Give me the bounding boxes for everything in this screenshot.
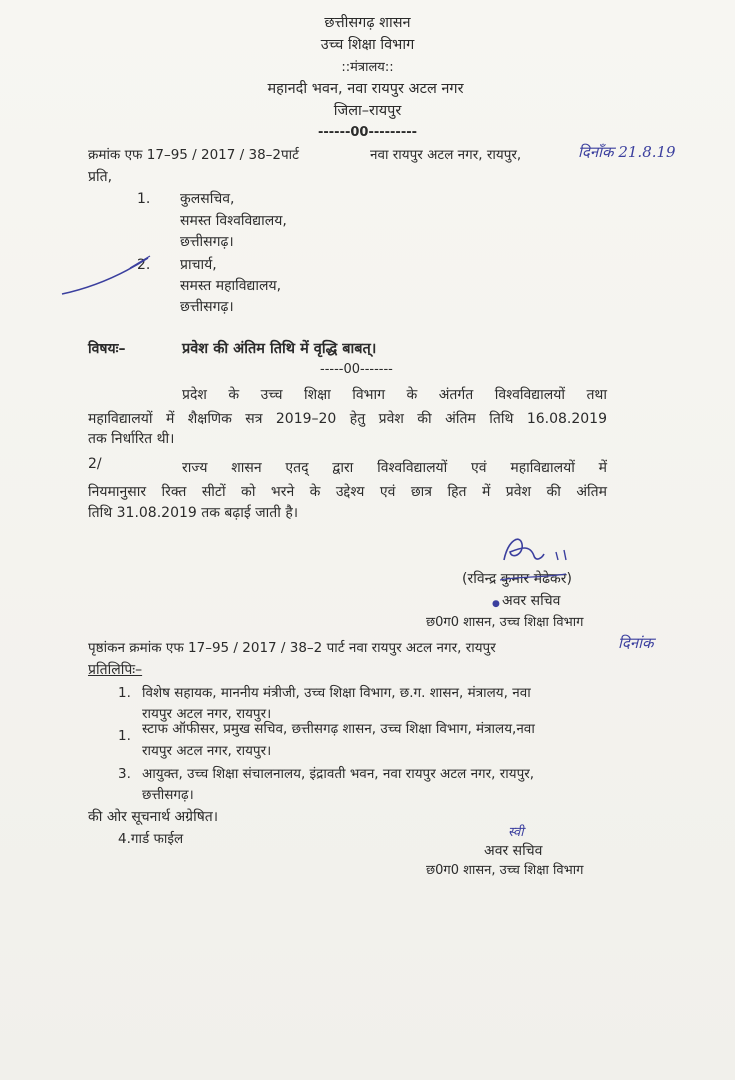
signature-dot-icon: ● (492, 599, 500, 609)
copy-3-number: 3. (118, 766, 131, 782)
para2-line-1: राज्य शासन एतद् द्वारा विश्वविद्यालयों एवं महाविद्यालयों में (182, 460, 607, 476)
signatory2-designation: अवर सचिव (484, 843, 543, 859)
recipient-1-line-3: छत्तीसगढ़। (180, 234, 234, 250)
copy-1-line-2: रायपुर अटल नगर, रायपुर। (142, 706, 272, 722)
recipient-1-line-2: समस्त विश्वविद्यालय, (180, 213, 287, 229)
para1-line-1: प्रदेश के उच्च शिक्षा विभाग के अंतर्गत विश्वविद्यालयों तथा (182, 387, 607, 403)
handwritten-date: दिनाँक 21.8.19 (578, 143, 676, 161)
recipient-2-line-1: प्राचार्य, (180, 257, 217, 273)
signatory-name: (रविन्द्र कुमार मेढेकर) (462, 571, 572, 587)
para2-line-3: तिथि 31.08.2019 तक बढ़ाई जाती है। (88, 505, 299, 521)
endorsement-number: पृष्ठांकन क्रमांक एफ 17–95 / 2017 / 38–2 पार्ट नवा रायपुर अटल नगर, रायपुर (88, 640, 496, 656)
to-label: प्रति, (88, 169, 113, 185)
header-district: जिला–रायपुर (333, 103, 402, 119)
name-correction-stroke (500, 572, 570, 584)
subject-label: विषयः– (88, 341, 126, 357)
para2-line-1-wrap (182, 455, 607, 482)
signatory2-office: छ0ग0 शासन, उच्च शिक्षा विभाग (426, 863, 584, 878)
recipient-2-line-3: छत्तीसगढ़। (180, 299, 234, 315)
para2-number: 2/ (88, 456, 102, 472)
recipient-2-number: 2. (137, 257, 151, 273)
para1-line-3: तक निर्धारित थी। (88, 431, 175, 447)
endorsement-handwritten-date: दिनांक (618, 634, 654, 652)
subject-text: प्रवेश की अंतिम तिथि में वृद्धि बाबत्। (182, 341, 377, 357)
copy-1-line-1: विशेष सहायक, माननीय मंत्रीजी, उच्च शिक्षा विभाग, छ.ग. शासन, मंत्रालय, नवा (142, 685, 531, 701)
copy-2-number: 1. (118, 728, 131, 744)
copy-label: प्रतिलिपिः– (88, 662, 143, 678)
copy-3-line-2: छत्तीसगढ़। (142, 787, 194, 803)
header-divider: ------00--------- (317, 125, 418, 140)
para1-line-1-wrap (182, 382, 607, 409)
copy-1-number: 1. (118, 685, 131, 701)
signatory-office: छ0ग0 शासन, उच्च शिक्षा विभाग (426, 615, 584, 630)
recipient-1-number: 1. (137, 191, 151, 207)
copy-2-line-1: स्टाफ ऑफीसर, प्रमुख सचिव, छत्तीसगढ़ शासन, उच्च शिक्षा विभाग, मंत्रालय,नवा (142, 721, 535, 737)
pen-tick-mark (60, 248, 180, 308)
header-government: छत्तीसगढ़ शासन (324, 15, 411, 31)
initials-handwritten: स्वी (508, 825, 524, 840)
header-building: महानदी भवन, नवा रायपुर अटल नगर (267, 81, 464, 97)
recipient-1-line-1: कुलसचिव, (180, 191, 235, 207)
header-ministry: ::मंत्रालय:: (341, 60, 394, 75)
header-department: उच्च शिक्षा विभाग (320, 37, 415, 53)
subject-divider: -----00------- (320, 362, 393, 377)
recipient-2-line-2: समस्त महाविद्यालय, (180, 278, 282, 294)
reference-place: नवा रायपुर अटल नगर, रायपुर, (370, 147, 522, 163)
para1-line-2-wrap (88, 406, 607, 433)
signatory-designation: अवर सचिव (502, 593, 561, 609)
copy-3-line-1: आयुक्त, उच्च शिक्षा संचालनालय, इंद्रावती भवन, नवा रायपुर अटल नगर, रायपुर, (142, 766, 535, 782)
para2-line-2-wrap (88, 479, 607, 506)
para1-line-2: महाविद्यालयों में शैक्षणिक सत्र 2019–20 हेतु प्रवेश की अंतिम तिथि 16.08.2019 (88, 411, 607, 427)
reference-number: क्रमांक एफ 17–95 / 2017 / 38–2पार्ट (88, 147, 299, 163)
info-text: की ओर सूचनार्थ अग्रेषित। (88, 809, 219, 825)
para2-line-2: नियमानुसार रिक्त सीटों को भरने के उद्देश्य एवं छात्र हित में प्रवेश की अंतिम (88, 484, 607, 500)
copy-2-line-2: रायपुर अटल नगर, रायपुर। (142, 743, 272, 759)
guard-file: 4.गार्ड फाईल (118, 831, 184, 847)
